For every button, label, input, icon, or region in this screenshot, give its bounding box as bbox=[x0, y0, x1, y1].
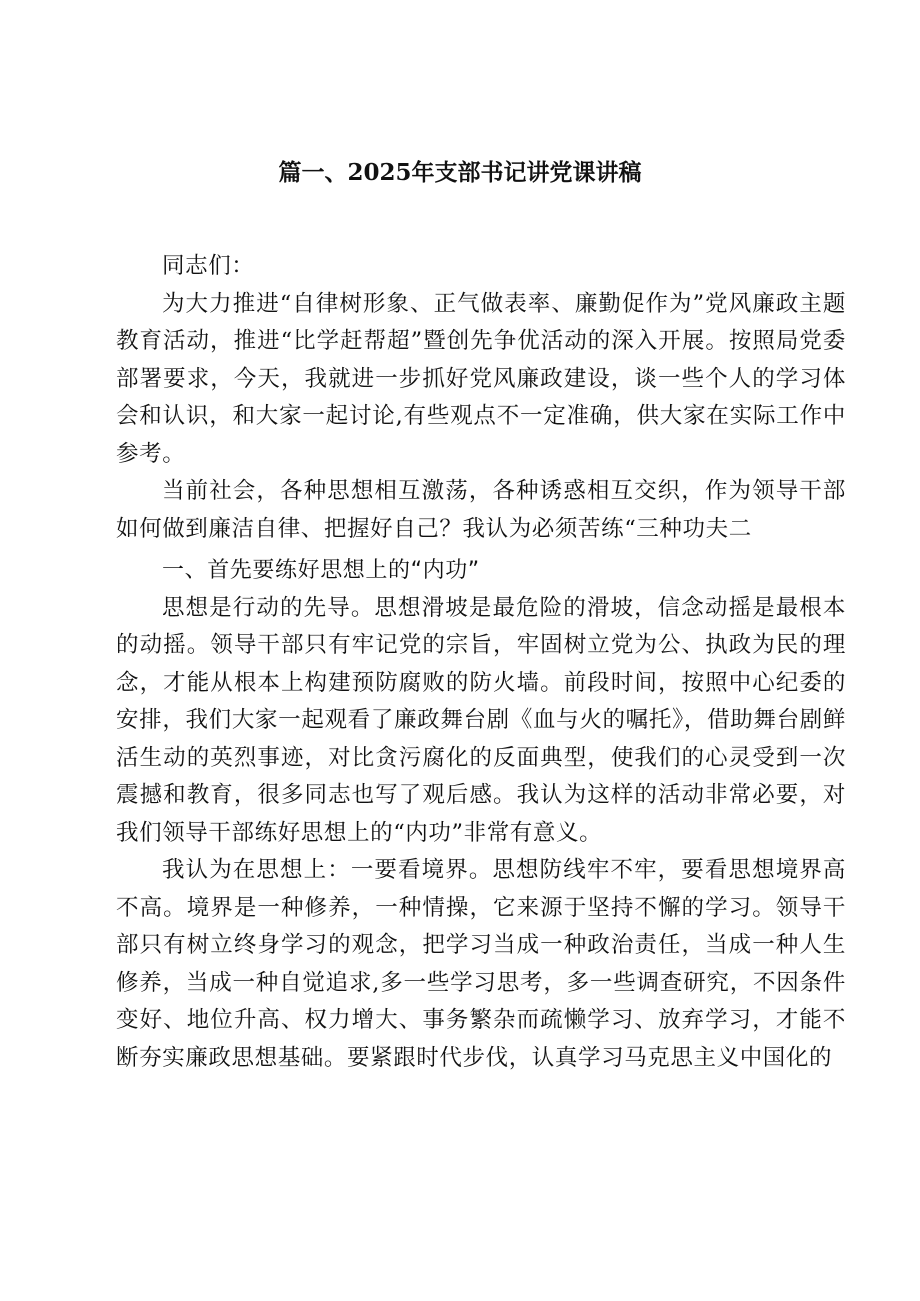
document-title: 篇一、2025年支部书记讲党课讲稿 bbox=[278, 159, 642, 186]
section-paragraph-1: 思想是行动的先导。思想滑坡是最危险的滑坡，信念动摇是最根本的动摇。领导干部只有牢记党的宗旨，牢固树立党为公、执政为民的理念，才能从根本上构建预防腐败的防火墙。前段时间，按照中心纪委的安排，我们大家一起观看了廉政舞台剧《血与火的嘱托》，借助舞台剧鲜活生动的英烈事迹，对比贪污腐化的反面典型，使我们的心灵受到一次震撼和教育，很多同志也写了观后感。我认为这样的活动非常必要，对我们领导干部练好思想上的“内功”非常有意义。 bbox=[116, 594, 846, 846]
paragraph-intro: 为大力推进“自律树形象、正气做表率、廉勤促作为”党风廉政主题教育活动，推进“比学赶帮超”暨创先争优活动的深入开展。按照局党委部署要求，今天，我就进一步抓好党风廉政建设，谈一些个人的学习体会和认识，和大家一起讨论,有些观点不一定准确，供大家在实际工作中参考。 bbox=[116, 290, 846, 467]
document-body bbox=[116, 248, 846, 1077]
section-paragraph-2: 我认为在思想上：一要看境界。思想防线牢不牢，要看思想境界高不高。境界是一种修养，一种情操，它来源于坚持不懈的学习。领导干部只有树立终身学习的观念，把学习当成一种政治责任，当成一种人生修养，当成一种自觉追求,多一些学习思考，多一些调查研究，不因条件变好、地位升高、权力增大、事务繁杂而疏懒学习、放弃学习，才能不断夯实廉政思想基础。要紧跟时代步伐，认真学习马克思主义中国化的 bbox=[116, 857, 846, 1071]
paragraph-context: 当前社会，各种思想相互激荡，各种诱惑相互交织，作为领导干部如何做到廉洁自律、把握好自己？我认为必须苦练“三种功夫二 bbox=[116, 478, 846, 542]
section-heading-1: 一、首先要练好思想上的“内功” bbox=[162, 558, 480, 583]
salutation: 同志们： bbox=[162, 253, 255, 279]
